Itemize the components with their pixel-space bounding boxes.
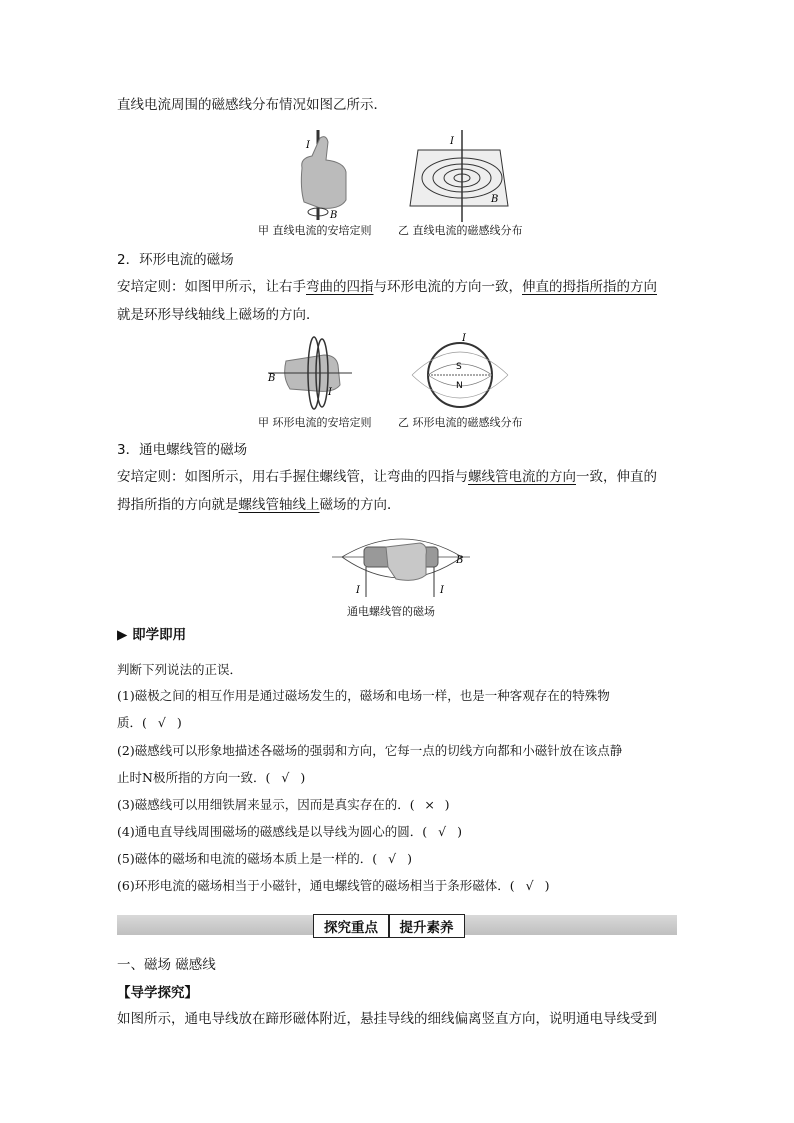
figure-straight-current xyxy=(290,128,550,224)
sec2-heading: 2．环形电流的磁场 xyxy=(117,252,234,268)
label-south: S xyxy=(456,362,462,372)
practice-title: ▶ 即学即用 xyxy=(117,627,187,643)
section-banner xyxy=(313,914,465,938)
sec2-line2: 就是环形导线轴线上磁场的方向． xyxy=(117,307,320,323)
q1-answer: √ xyxy=(157,715,166,730)
q5-answer: √ xyxy=(388,851,397,866)
label-current-left: I xyxy=(356,585,360,596)
q4-answer: √ xyxy=(438,824,447,839)
q5: (5)磁体的磁场和电流的磁场本质上是一样的．( √ ) xyxy=(117,849,412,869)
figure-solenoid xyxy=(330,525,475,603)
sec3-line1: 安培定则：如图所示，用右手握住螺线管，让弯曲的四指与螺线管电流的方向一致，伸直的 xyxy=(117,469,657,485)
label-current-left: I xyxy=(306,140,310,151)
sec3-heading: 3．通电螺线管的磁场 xyxy=(117,442,248,458)
sec3-line2: 拇指所指的方向就是螺线管轴线上磁场的方向． xyxy=(117,497,401,513)
q3-answer: × xyxy=(424,797,435,812)
right-hand-icon xyxy=(386,543,426,580)
q6: (6)环形电流的磁场相当于小磁针，通电螺线管的磁场相当于条形磁体．( √ ) xyxy=(117,876,549,896)
banner-left: 探究重点 xyxy=(324,920,378,936)
label-field: B xyxy=(268,373,276,384)
intro-text: 直线电流周围的磁感线分布情况如图乙所示． xyxy=(117,97,387,113)
q2-answer: √ xyxy=(281,770,290,785)
fig2-left-caption: 甲 环形电流的安培定则 xyxy=(258,416,372,429)
part1-heading: 一、磁场 磁感线 xyxy=(117,957,216,973)
fig2-right-caption: 乙 环形电流的磁感线分布 xyxy=(398,416,523,429)
label-current-right: I xyxy=(440,585,444,596)
q3: (3)磁感线可以用细铁屑来显示，因而是真实存在的．( × ) xyxy=(117,795,449,815)
label-current-left: I xyxy=(328,387,332,398)
practice-prompt: 判断下列说法的正误． xyxy=(117,662,243,677)
part1-text: 如图所示，通电导线放在蹄形磁体附近，悬挂导线的细线偏离竖直方向，说明通电导线受到 xyxy=(117,1011,657,1027)
fig3-caption: 通电螺线管的磁场 xyxy=(347,605,435,618)
q2-line2: 止时N极所指的方向一致．( √ ) xyxy=(117,768,305,788)
q6-answer: √ xyxy=(525,878,534,893)
play-circle-icon: ▶ xyxy=(117,627,128,643)
label-field: B xyxy=(456,555,464,566)
label-current-right: I xyxy=(462,333,466,344)
q4: (4)通电直导线周围磁场的磁感线是以导线为圆心的圆．( √ ) xyxy=(117,822,462,842)
q2-line1: (2)磁感线可以形象地描述各磁场的强弱和方向，它每一点的切线方向都和小磁针放在该点静 xyxy=(117,743,623,758)
label-current-right: I xyxy=(450,136,454,147)
q1-line2: 质．( √ ) xyxy=(117,713,182,733)
banner-right: 提升素养 xyxy=(399,920,454,936)
label-north: N xyxy=(456,381,463,391)
sec2-line1: 安培定则：如图甲所示，让右手弯曲的四指与环形电流的方向一致，伸直的拇指所指的方向 xyxy=(117,279,657,295)
fig1-left-caption: 甲 直线电流的安培定则 xyxy=(258,224,372,237)
label-field-left: B xyxy=(330,210,338,221)
figure-loop-current xyxy=(262,333,512,415)
label-field-right: B xyxy=(491,194,499,205)
part1-tag: 【导学探究】 xyxy=(117,985,198,1001)
q1-line1: (1)磁极之间的相互作用是通过磁场发生的，磁场和电场一样，也是一种客观存在的特殊物 xyxy=(117,688,610,703)
fig1-right-caption: 乙 直线电流的磁感线分布 xyxy=(398,224,523,237)
